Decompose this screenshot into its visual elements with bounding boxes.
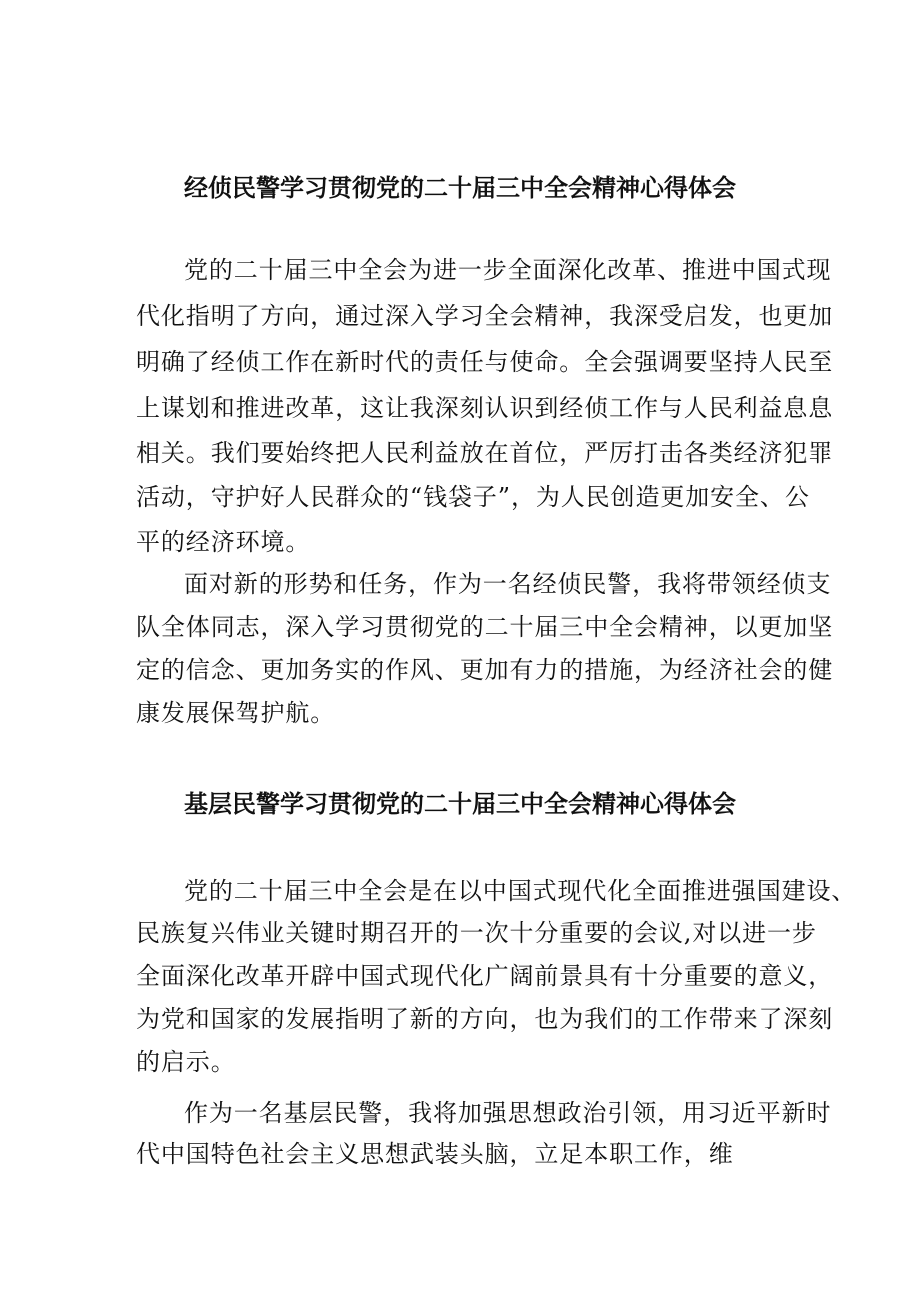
section-2-line-5: 的启示。	[136, 1048, 236, 1076]
section-1-line-7: 平的经济环境。	[136, 528, 311, 556]
section-1-line-8: 面对新的形势和任务，作为一名经侦民警，我将带领经侦支	[184, 570, 832, 598]
section-1-line-11: 康发展保驾护航。	[136, 699, 336, 727]
section-2-line-6: 作为一名基层民警，我将加强思想政治引领，用习近平新时	[184, 1099, 832, 1127]
section-1-title: 经侦民警学习贯彻党的二十届三中全会精神心得体会	[184, 173, 736, 202]
section-1-line-3: 明确了经侦工作在新时代的责任与使命。全会强调要坚持人民至	[136, 348, 834, 376]
section-1-line-6: 活动，守护好人民群众的“钱袋子”，为人民创造更加安全、公	[136, 483, 810, 511]
section-2-line-3: 全面深化改革开辟中国式现代化广阔前景具有十分重要的意义，	[136, 962, 834, 990]
section-1-line-1: 党的二十届三中全会为进一步全面深化改革、推进中国式现	[184, 256, 832, 284]
section-2-line-1: 党的二十届三中全会是在以中国式现代化全面推进强国建设、	[184, 877, 857, 905]
section-1-line-4: 上谋划和推进改革，这让我深刻认识到经侦工作与人民利益息息	[136, 394, 834, 422]
section-2-line-7: 代中国特色社会主义思想武装头脑，立足本职工作，维	[136, 1140, 734, 1168]
section-2-line-4: 为党和国家的发展指明了新的方向，也为我们的工作带来了深刻	[136, 1005, 834, 1033]
section-1-line-10: 定的信念、更加务实的作风、更加有力的措施，为经济社会的健	[136, 656, 834, 684]
section-2-title: 基层民警学习贯彻党的二十届三中全会精神心得体会	[184, 789, 736, 818]
section-1-line-9: 队全体同志，深入学习贯彻党的二十届三中全会精神，以更加坚	[136, 613, 834, 641]
section-1-line-5: 相关。我们要始终把人民利益放在首位，严厉打击各类经济犯罪	[136, 439, 834, 467]
section-1-line-2: 代化指明了方向，通过深入学习全会精神，我深受启发，也更加	[136, 302, 834, 330]
section-2-line-2: 民族复兴伟业关键时期召开的一次十分重要的会议,对以进一步	[136, 919, 817, 947]
